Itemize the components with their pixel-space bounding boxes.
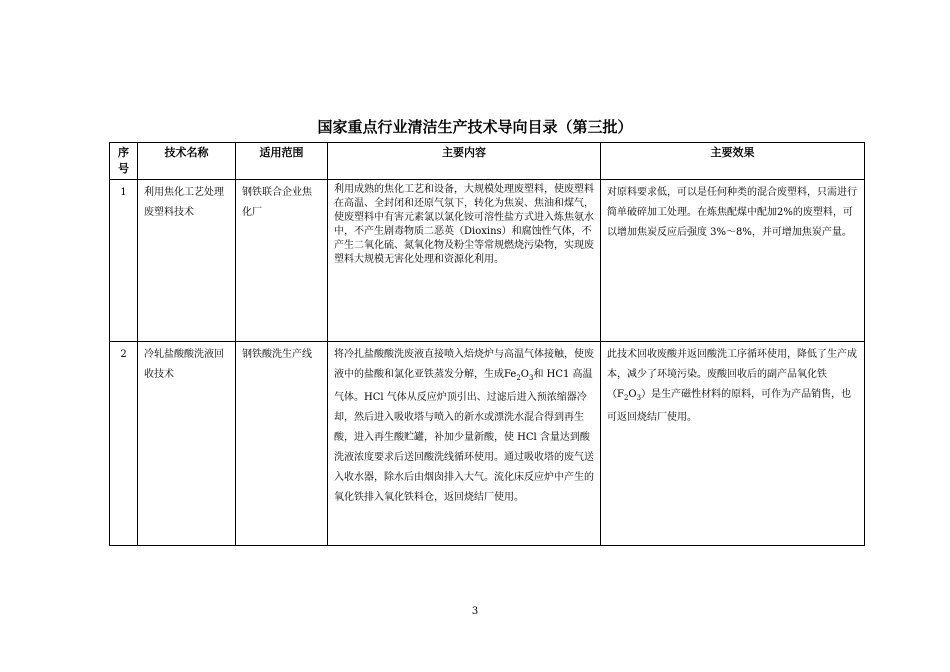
effect-text-2: ）是生产磁性材料的原料，可作为产品销售，也可返回烧结厂使用。 bbox=[607, 389, 852, 423]
row-seq: 2 bbox=[110, 342, 138, 546]
header-effect: 主要效果 bbox=[601, 143, 865, 180]
page-title: 国家重点行业清洁生产技术导向目录（第三批） bbox=[317, 118, 633, 136]
effect-text-1: 此技术回收废酸并返回酸洗工序循环使用，降低了生产成本，减少了环境污染。废酸回收后的副产品氧化铁（F bbox=[607, 349, 857, 400]
row-scope: 钢铁酸洗生产线 bbox=[236, 342, 328, 546]
row-effect: 对原料要求低，可以是任何种类的混合废塑料，只需进行简单破碎加工处理。在炼焦配煤中配加2%的废塑料，可以增加焦炭反应后强度 3%～8%，并可增加焦炭产量。 bbox=[601, 180, 865, 342]
row-name: 冷轧盐酸酸洗液回收技术 bbox=[138, 342, 236, 546]
row-content: 利用成熟的焦化工艺和设备，大规模处理废塑料，使废塑料在高温、全封闭和还原气氛下，转化为焦炭、焦油和煤气，使废塑料中有害元素氯以氯化铵可溶性盐方式进入炼焦氨水中，不产生剧毒物质二恶英（Dioxins）和腐蚀性气体，不产生二氧化硫、氮氧化物及粉尘等常规燃烧污染物，实现废塑料大规模无害化处理和资源化利用。 bbox=[328, 180, 601, 342]
content-text-1: 将冷扎盐酸酸洗废液直接喷入焙烧炉与高温气体接触，使废液中的盐酸和氯化亚铁蒸发分解，生成 bbox=[334, 349, 594, 380]
header-scope: 适用范围 bbox=[236, 143, 328, 180]
formula-sub: 2 bbox=[623, 394, 629, 402]
row-content bbox=[328, 342, 601, 546]
row-effect bbox=[601, 342, 865, 546]
formula-sub: 3 bbox=[528, 374, 534, 382]
technology-table bbox=[109, 142, 865, 546]
page-number: 3 bbox=[471, 606, 479, 617]
formula-fe: Fe bbox=[504, 369, 517, 380]
formula-o: O bbox=[628, 389, 637, 400]
header-seq: 序号 bbox=[110, 143, 138, 180]
row-seq: 1 bbox=[110, 180, 138, 342]
formula-sub: 2 bbox=[516, 374, 521, 382]
formula-o: O bbox=[520, 369, 529, 380]
table-row bbox=[110, 342, 865, 546]
table-header-row bbox=[110, 143, 865, 180]
row-scope: 钢铁联合企业焦化厂 bbox=[236, 180, 328, 342]
formula-sub: 3 bbox=[636, 394, 642, 402]
header-content: 主要内容 bbox=[328, 143, 601, 180]
header-name: 技术名称 bbox=[138, 143, 236, 180]
table-row bbox=[110, 180, 865, 342]
content-text-2: 和 HC1 高温气体。HCl 气体从反应炉顶引出、过滤后进入预浓缩器冷却，然后进入吸收塔与喷入的新水或漂洗水混合得到再生酸，进入再生酸贮罐，补加少量新酸，使 HCl 含量达到酸洗液浓度要求后送回酸洗线循环使用。通过吸收塔的废气送入收水器，除水后由烟囱排入大气。流化床反应炉中产生的氧化铁排入氧化铁料仓，返回烧结厂使用。 bbox=[334, 369, 594, 503]
row-name: 利用焦化工艺处理废塑料技术 bbox=[138, 180, 236, 342]
